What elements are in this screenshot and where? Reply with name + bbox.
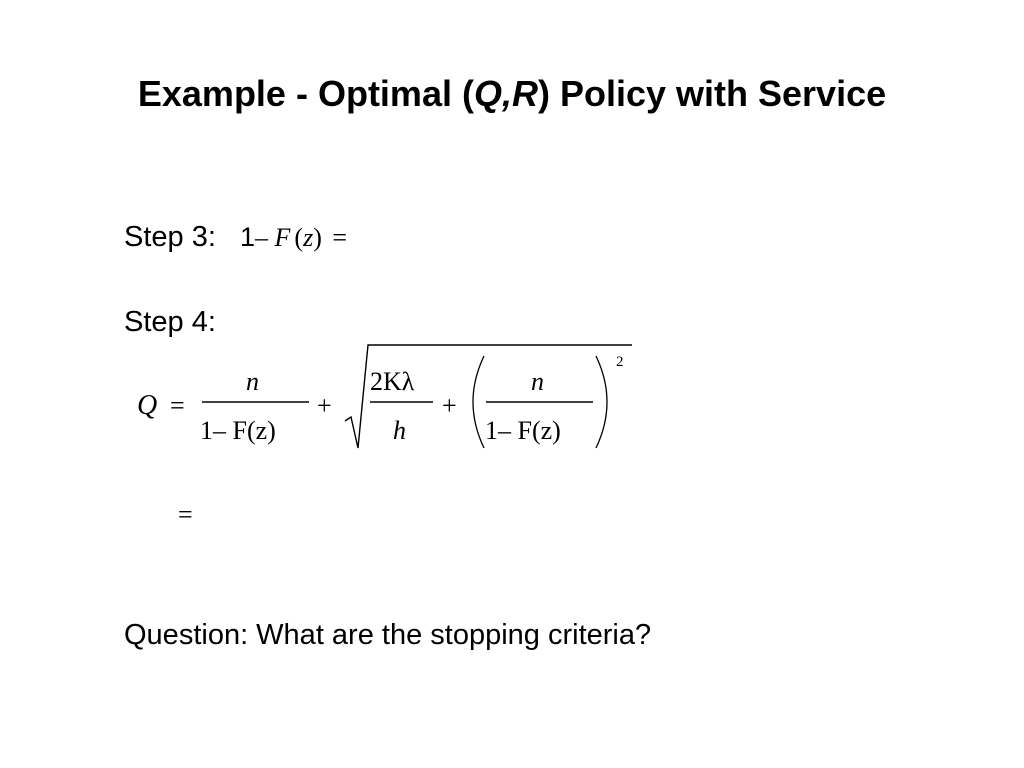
title-prefix: Example - Optimal (	[137, 73, 474, 114]
formula-q: Q	[137, 390, 158, 421]
formula-plus2: +	[442, 391, 457, 420]
formula-h: h	[393, 416, 406, 445]
left-big-paren	[473, 356, 484, 448]
step3-equals: =	[332, 223, 348, 252]
result-equals: =	[178, 500, 193, 529]
title-comma: ,	[501, 73, 512, 114]
right-big-paren	[596, 356, 607, 448]
formula-n1: n	[246, 367, 259, 396]
title-q: Q	[473, 73, 502, 114]
step3-open-paren: (	[294, 223, 304, 252]
step3-minus: –	[255, 223, 269, 252]
formula-2klambda: 2Kλ	[370, 367, 415, 396]
step3-label: Step 3:	[124, 221, 216, 253]
title-suffix: ) Policy with Service	[537, 73, 887, 114]
question-text: Question: What are the stopping criteria?	[124, 619, 652, 651]
step4-label: Step 4:	[124, 306, 216, 338]
slide-title	[0, 72, 1024, 116]
title-r: R	[511, 73, 538, 114]
formula-eq: =	[170, 391, 185, 420]
formula-den2: 1– F(z)	[485, 416, 561, 445]
step3-close-paren: )	[313, 223, 322, 252]
step3-z: z	[303, 223, 314, 252]
formula-plus1: +	[317, 391, 332, 420]
formula-den1: 1– F(z)	[200, 416, 276, 445]
formula-exponent: 2	[616, 354, 624, 370]
step3-f: F	[274, 223, 291, 252]
formula-n2: n	[531, 367, 544, 396]
step4-formula	[0, 330, 660, 470]
step3-expression	[240, 220, 347, 255]
step3-one: 1	[240, 222, 256, 252]
